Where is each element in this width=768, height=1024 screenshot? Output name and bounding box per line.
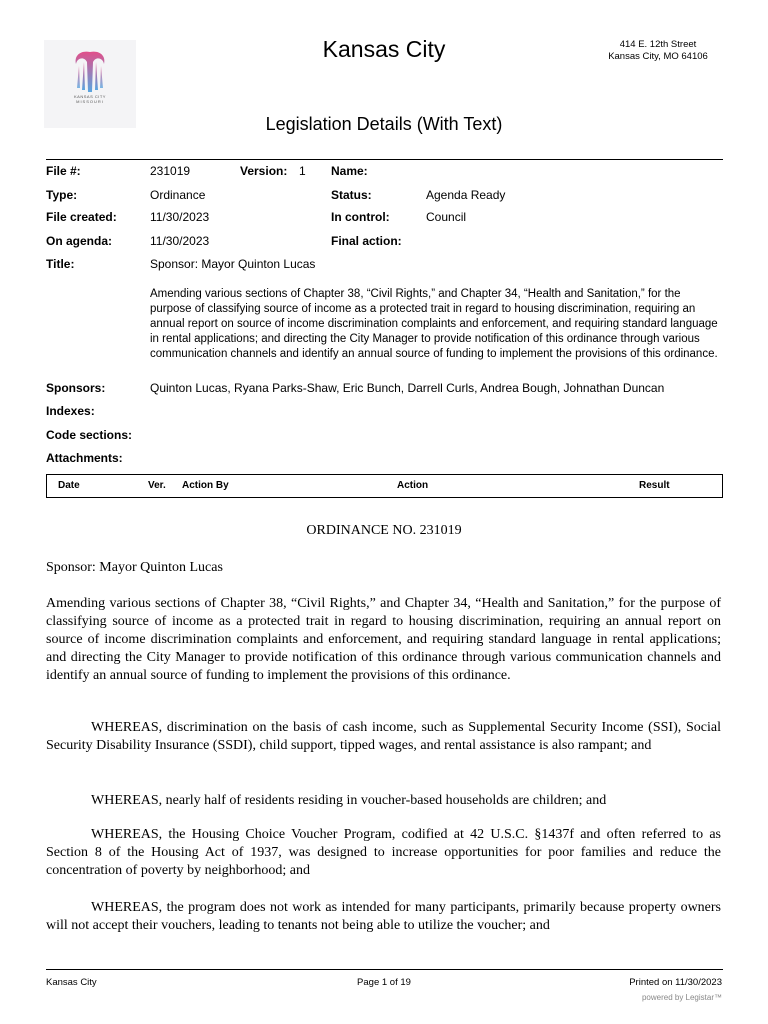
- sponsors-value: Quinton Lucas, Ryana Parks-Shaw, Eric Bunch, Darrell Curls, Andrea Bough, Johnathan Duncan: [150, 381, 665, 395]
- status-value: Agenda Ready: [426, 188, 506, 202]
- footer-city: Kansas City: [46, 977, 97, 988]
- city-address: [588, 39, 728, 63]
- column-result: Result: [639, 480, 670, 491]
- column-action: Action: [397, 480, 429, 491]
- address-line2: Kansas City, MO 64106: [608, 51, 708, 62]
- status-label: Status:: [331, 188, 372, 202]
- page-title: Legislation Details (With Text): [265, 114, 503, 134]
- history-table-header: [46, 474, 723, 498]
- printed-date: Printed on 11/30/2023: [629, 977, 722, 988]
- on-agenda-label: On agenda:: [46, 234, 113, 248]
- title-label: Title:: [46, 257, 75, 271]
- code-sections-label: Code sections:: [46, 428, 133, 442]
- in-control-label: In control:: [331, 210, 390, 224]
- logo-text-line1: KANSAS CITY: [74, 94, 106, 99]
- in-control-value: Council: [426, 210, 467, 224]
- name-label: Name:: [331, 164, 368, 178]
- file-number-label: File #:: [46, 164, 81, 178]
- title-body: Amending various sections of Chapter 38, “Civil Rights,” and Chapter 34, “Health and Sanitation,” for the purpose of classifying source of income as a protected trait in regard to housing discrimination, requiring an annual report on source of income discrimination complaints and enforcement, and requiring standard language in rental applications; and directing the City Manager to provide notification of this ordinance through various communication channels and identify an annual source of funding to implement the provisions of this ordinance.: [150, 288, 718, 360]
- attachments-label: Attachments:: [46, 451, 123, 465]
- type-label: Type:: [46, 188, 78, 202]
- page-number: Page 1 of 19: [357, 977, 411, 988]
- version-label: Version:: [240, 164, 288, 178]
- whereas-paragraph: WHEREAS, discrimination on the basis of cash income, such as Supplemental Security Income (SSI), Social Security Disability Insurance (SSDI), child support, tipped wages, and rental assistance is also rampant; and: [46, 720, 721, 753]
- ordinance-sponsor: Sponsor: Mayor Quinton Lucas: [46, 560, 223, 575]
- final-action-label: Final action:: [331, 234, 402, 248]
- sponsors-label: Sponsors:: [46, 381, 106, 395]
- powered-by-legistar: powered by Legistar™: [641, 993, 722, 1002]
- file-number-value: 231019: [150, 164, 191, 178]
- title-sponsor: Sponsor: Mayor Quinton Lucas: [150, 257, 316, 271]
- version-value: 1: [299, 164, 306, 178]
- city-title: Kansas City: [322, 36, 446, 62]
- column-action-by: Action By: [182, 480, 229, 491]
- footer-divider: [46, 969, 723, 970]
- logo-text-line2: MISSOURI: [76, 99, 104, 104]
- address-line1: 414 E. 12th Street: [619, 39, 697, 50]
- column-date: Date: [58, 480, 80, 491]
- header-divider: [46, 159, 723, 160]
- whereas-paragraph: WHEREAS, the program does not work as intended for many participants, primarily because property owners will not accept their vouchers, leading to tenants not being able to utilize the voucher; and: [46, 900, 721, 933]
- on-agenda-value: 11/30/2023: [150, 234, 210, 248]
- indexes-label: Indexes:: [46, 404, 95, 418]
- ordinance-intro: Amending various sections of Chapter 38, “Civil Rights,” and Chapter 34, “Health and Sanitation,” for the purpose of classifying source of income as a protected trait in regard to housing discrimination, requiring an annual report on source of income discrimination complaints and enforcement, and requiring standard language in rental applications; and directing the City Manager to provide notification of this ordinance through various communication channels and identify an annual source of funding to implement the provisions of this ordinance.: [46, 596, 721, 683]
- file-created-label: File created:: [46, 210, 117, 224]
- column-version: Ver.: [148, 480, 166, 491]
- whereas-paragraph: WHEREAS, nearly half of residents residing in voucher-based households are children; and: [91, 793, 607, 808]
- file-created-value: 11/30/2023: [150, 210, 210, 224]
- whereas-paragraph: WHEREAS, the Housing Choice Voucher Program, codified at 42 U.S.C. §1437f and often referred to as Section 8 of the Housing Act of 1937, was designed to increase opportunities for poor families and reduce the concentration of poverty by neighborhood; and: [46, 827, 721, 878]
- type-value: Ordinance: [150, 188, 206, 202]
- ordinance-heading: ORDINANCE NO. 231019: [306, 523, 462, 538]
